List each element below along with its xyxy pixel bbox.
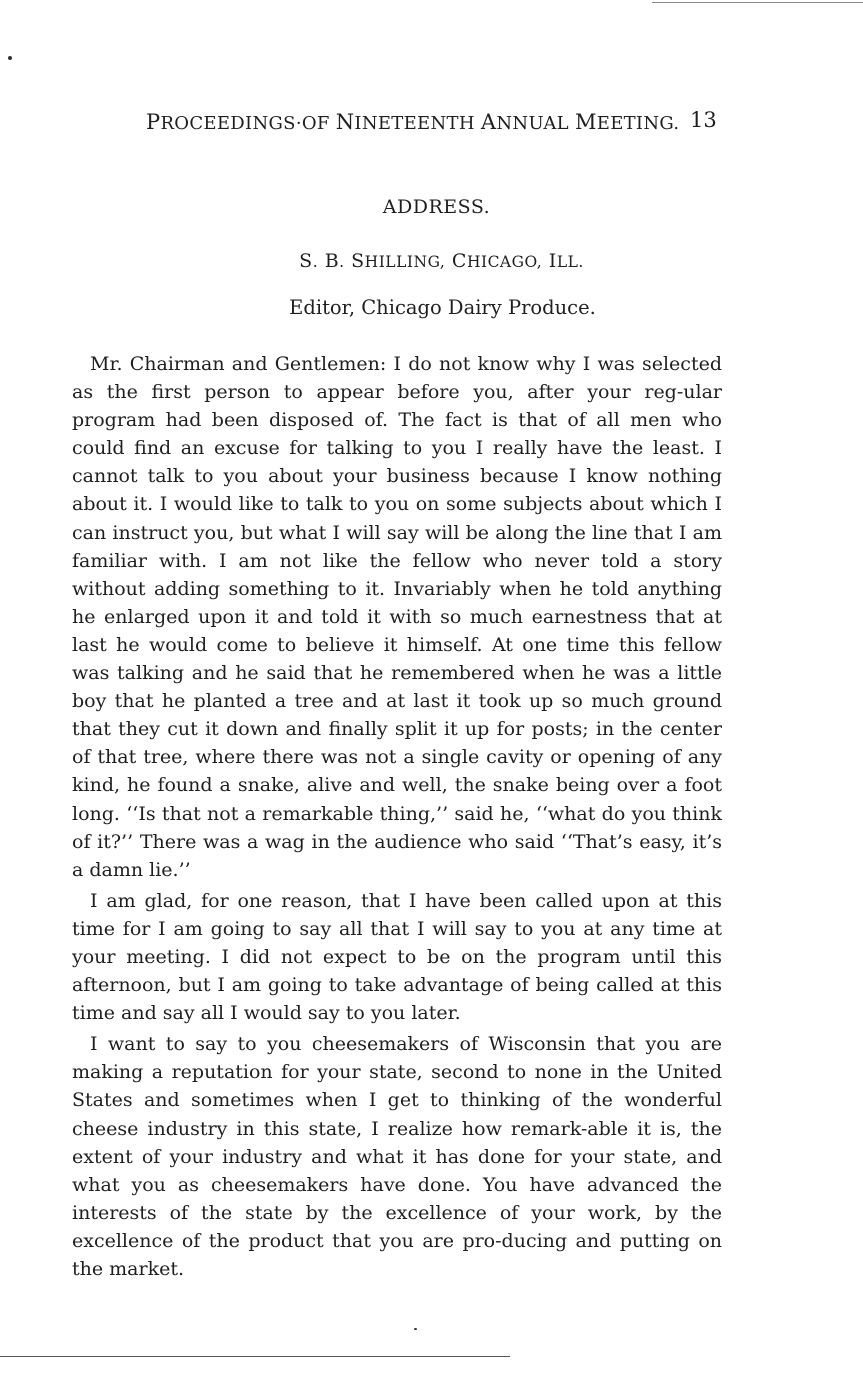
author-line (0, 250, 863, 272)
running-head-part: P (146, 110, 161, 134)
paragraph: I want to say to you cheesemakers of Wisconsin that you are making a reputation for your state, second to none in the United States and sometimes when I get to thinking of the wonderful cheese industry in this state, I realize how remark-able it is, the extent of your industry and what it has done for your state, and what you as cheesemakers have done. You have advanced the interests of the state by the excellence of your work, by the excellence of the product that you are pro-ducing and putting on the market. (72, 1033, 722, 1280)
author-word: C (451, 250, 467, 272)
running-head-part: EETING. (596, 113, 680, 134)
running-head-part: A (480, 110, 497, 134)
running-head-part: ROCEEDINGS (160, 113, 296, 134)
author-word: I (548, 250, 557, 272)
scan-speck (8, 56, 12, 60)
author-word: S (351, 250, 365, 272)
running-head-part: M (574, 110, 597, 134)
scan-speck (414, 1328, 417, 1330)
scan-edge-line (0, 1356, 510, 1357)
author-word: . (339, 253, 345, 271)
author-role: Editor, Chicago Dairy Produce. (289, 296, 596, 319)
running-head-part: NNUAL (496, 113, 575, 134)
author-word: S (299, 250, 313, 272)
paragraph: I am glad, for one reason, that I have been called upon at this time for I am going to say all that I will say to you at any time at your meeting. I did not expect to be on the program until this afternoon, but I am going to take advantage of being called at this time and say all I would say to you later. (72, 889, 722, 1025)
author-word: . (312, 253, 319, 271)
running-head-part: INETEENTH (354, 113, 481, 134)
author-word: HILLING, (364, 253, 446, 271)
author-word: B (324, 250, 340, 272)
author-word: HICAGO, (466, 253, 543, 271)
running-head-part: · (295, 113, 302, 134)
paragraph: Mr. Chairman and Gentlemen: I do not know why I was selected as the first person to appear before you, after your reg-ular program had been disposed of. The fact is that of all men who could find an excuse for talking to you I really have the least. I cannot talk to you about your business because I know nothing about it. I would like to talk to you on some subjects about which I can instruct you, but what I will say will be along the line that I am familiar with. I am not like the fellow who never told a story without adding something to it. Invariably when he told anything he enlarged upon it and told it with so much earnestness that at last he would come to believe it himself. At one time this fellow was talking and he said that he remembered when he was a little boy that he planted a tree and at last it took up so much ground that they cut it down and finally split it up for posts; in the center of that tree, where there was not a single cavity or opening of any kind, he found a snake, alive and well, the snake being over a foot long. ‘‘Is that not a remarkable thing,’’ said he, ‘‘what do you think of it?’’ There was a wag in the audience who said ‘‘That’s easy, it’s a damn lie.’’ (72, 353, 722, 881)
article-body (72, 350, 722, 1283)
running-head (0, 106, 863, 140)
page-number: 13 (690, 108, 717, 132)
running-head-title (146, 110, 680, 134)
running-head-part: OF (301, 113, 336, 134)
article-title: ADDRESS. (382, 196, 491, 218)
author-word: LL. (556, 253, 584, 271)
running-head-part: N (335, 110, 355, 134)
scan-edge-line (652, 2, 863, 3)
